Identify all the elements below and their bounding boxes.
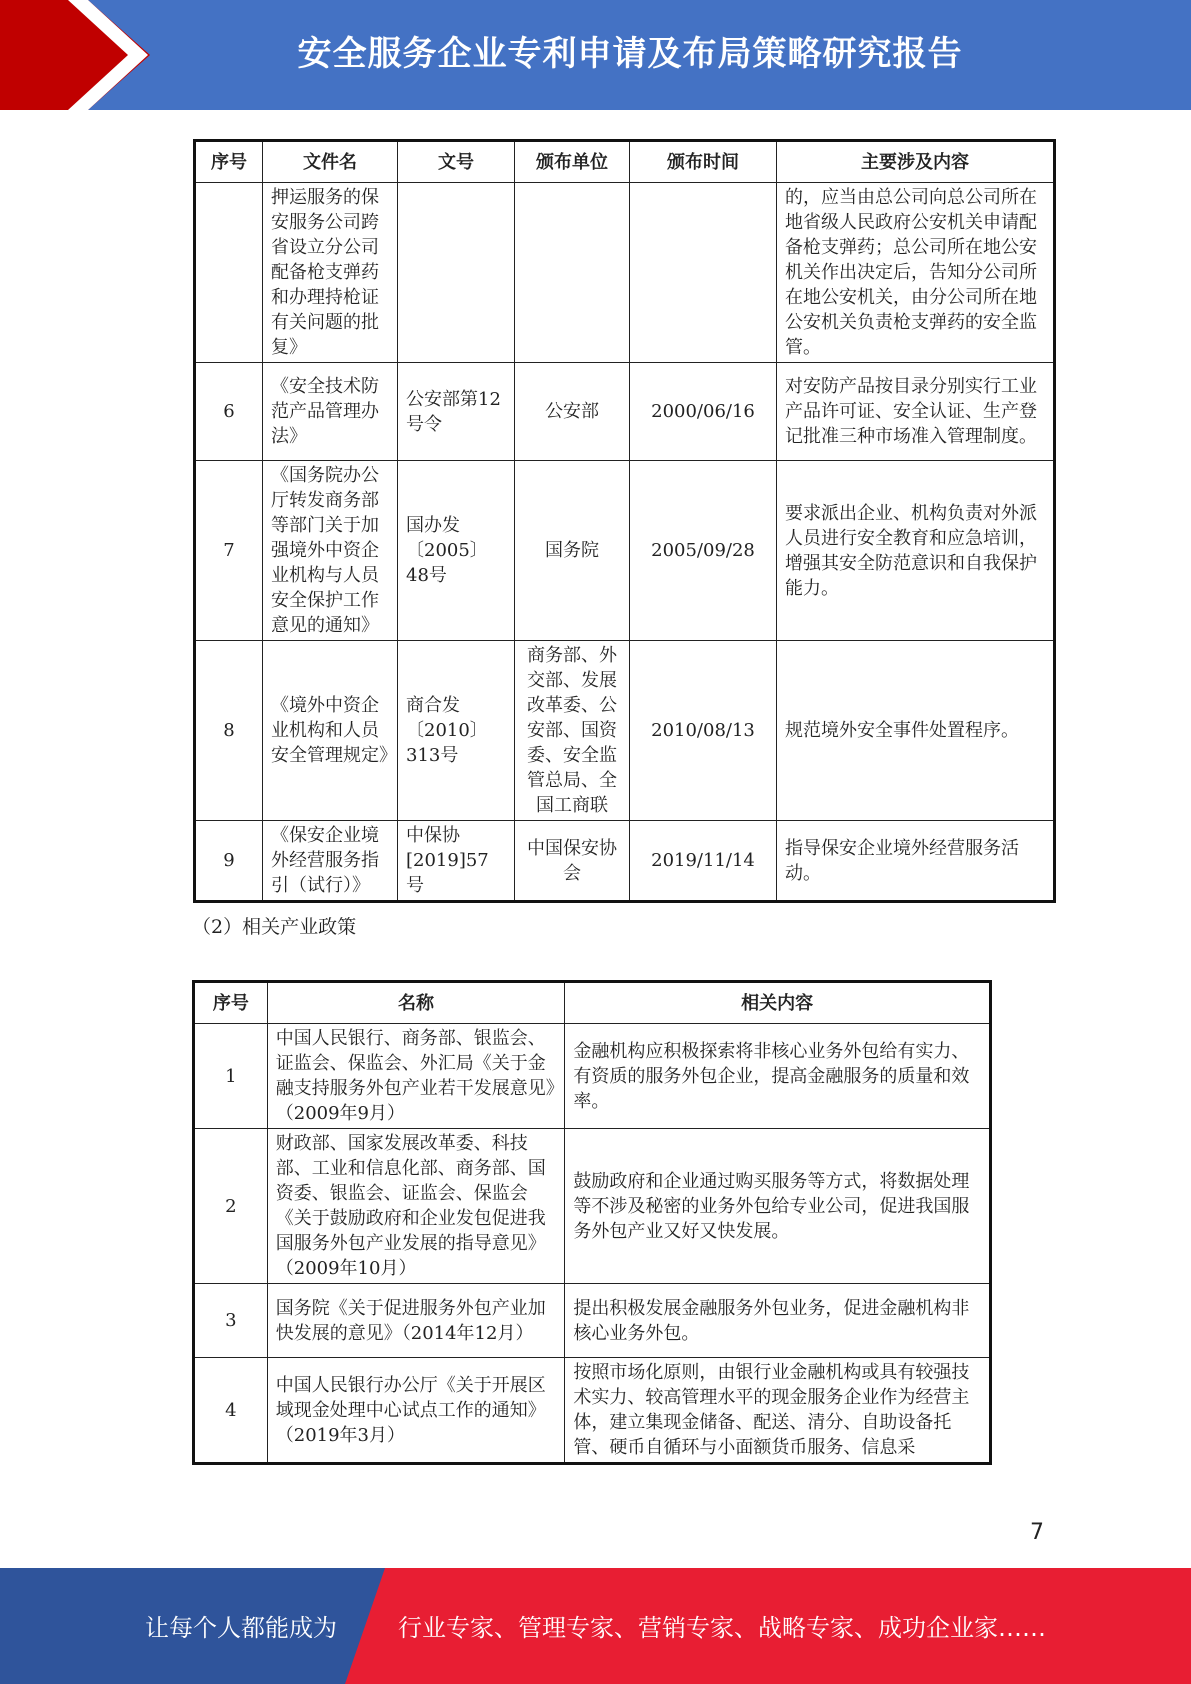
cell-content: 指导保安企业境外经营服务活动。	[777, 821, 1055, 902]
table-header-row	[194, 982, 991, 1024]
cell-date: 2019/11/14	[630, 821, 777, 902]
cell-issuer: 国务院	[515, 461, 630, 641]
cell-name: 押运服务的保安服务公司跨省设立分公司配备枪支弹药和办理持枪证有关问题的批复》	[263, 183, 398, 363]
table-row	[194, 1129, 991, 1284]
page-header	[0, 0, 1191, 110]
col-header-name: 名称	[267, 982, 565, 1024]
cell-content: 提出积极发展金融服务外包业务，促进金融机构非核心业务外包。	[565, 1284, 991, 1358]
cell-date: 2005/09/28	[630, 461, 777, 641]
table-row	[195, 363, 1055, 461]
cell-docno: 国办发〔2005〕48号	[398, 461, 515, 641]
cell-content: 金融机构应积极探索将非核心业务外包给有实力、有资质的服务外包企业，提高金融服务的质量和效率。	[565, 1024, 991, 1129]
cell-name: 中国人民银行、商务部、银监会、证监会、保监会、外汇局《关于金融支持服务外包产业若干发展意见》（2009年9月）	[267, 1024, 565, 1129]
cell-docno: 公安部第12号令	[398, 363, 515, 461]
footer-slogan-right: 行业专家、管理专家、营销专家、战略专家、成功企业家……	[398, 1614, 1046, 1642]
col-header-name: 文件名	[263, 141, 398, 183]
cell-issuer	[515, 183, 630, 363]
regulations-table	[193, 139, 1056, 903]
cell-name: 财政部、国家发展改革委、科技部、工业和信息化部、商务部、国资委、银监会、证监会、保监会《关于鼓励政府和企业发包促进我国服务外包产业发展的指导意见》（2009年10月）	[267, 1129, 565, 1284]
cell-issuer: 公安部	[515, 363, 630, 461]
col-header-content: 主要涉及内容	[777, 141, 1055, 183]
cell-content: 按照市场化原则，由银行业金融机构或具有较强技术实力、较高管理水平的现金服务企业作为经营主体，建立集现金储备、配送、清分、自助设备托管、硬币自循环与小面额货币服务、信息采	[565, 1358, 991, 1464]
cell-content: 对安防产品按目录分别实行工业产品许可证、安全认证、生产登记批准三种市场准入管理制度。	[777, 363, 1055, 461]
col-header-issuer: 颁布单位	[515, 141, 630, 183]
table-header-row	[195, 141, 1055, 183]
cell-no: 1	[194, 1024, 268, 1129]
cell-no: 2	[194, 1129, 268, 1284]
cell-docno: 中保协[2019]57号	[398, 821, 515, 902]
cell-name: 《境外中资企业机构和人员安全管理规定》	[263, 641, 398, 821]
table-row	[194, 1284, 991, 1358]
industry-policy-table	[192, 980, 992, 1465]
table-row	[195, 821, 1055, 902]
report-title: 安全服务企业专利申请及布局策略研究报告	[297, 34, 963, 74]
page-number: 7	[1030, 1520, 1044, 1545]
cell-name: 中国人民银行办公厅《关于开展区域现金处理中心试点工作的通知》（2019年3月）	[267, 1358, 565, 1464]
table-row	[194, 1358, 991, 1464]
cell-no	[195, 183, 263, 363]
cell-date: 2010/08/13	[630, 641, 777, 821]
cell-no: 6	[195, 363, 263, 461]
header-red-arrow	[0, 0, 150, 110]
footer-slogan-left: 让每个人都能成为	[145, 1614, 337, 1642]
cell-no: 9	[195, 821, 263, 902]
cell-content: 鼓励政府和企业通过购买服务等方式，将数据处理等不涉及秘密的业务外包给专业公司，促进我国服务外包产业又好又快发展。	[565, 1129, 991, 1284]
col-header-no: 序号	[195, 141, 263, 183]
table-row	[195, 461, 1055, 641]
col-header-no: 序号	[194, 982, 268, 1024]
table-row	[195, 641, 1055, 821]
cell-content: 要求派出企业、机构负责对外派人员进行安全教育和应急培训，增强其安全防范意识和自我保护能力。	[777, 461, 1055, 641]
table-row	[195, 183, 1055, 363]
table-row	[194, 1024, 991, 1129]
col-header-docno: 文号	[398, 141, 515, 183]
cell-name: 国务院《关于促进服务外包产业加快发展的意见》（2014年12月）	[267, 1284, 565, 1358]
cell-name: 《保安企业境外经营服务指引（试行）》	[263, 821, 398, 902]
cell-date: 2000/06/16	[630, 363, 777, 461]
cell-no: 7	[195, 461, 263, 641]
cell-name: 《国务院办公厅转发商务部等部门关于加强境外中资企业机构与人员安全保护工作意见的通知》	[263, 461, 398, 641]
col-header-content: 相关内容	[565, 982, 991, 1024]
cell-no: 3	[194, 1284, 268, 1358]
cell-date	[630, 183, 777, 363]
cell-docno	[398, 183, 515, 363]
cell-content: 规范境外安全事件处置程序。	[777, 641, 1055, 821]
cell-issuer: 商务部、外交部、发展改革委、公安部、国资委、安全监管总局、全国工商联	[515, 641, 630, 821]
section-label: （2）相关产业政策	[192, 916, 357, 938]
page-footer	[0, 1568, 1191, 1684]
cell-name: 《安全技术防范产品管理办法》	[263, 363, 398, 461]
cell-docno: 商合发〔2010〕313号	[398, 641, 515, 821]
cell-no: 8	[195, 641, 263, 821]
cell-no: 4	[194, 1358, 268, 1464]
cell-issuer: 中国保安协会	[515, 821, 630, 902]
cell-content: 的，应当由总公司向总公司所在地省级人民政府公安机关申请配备枪支弹药；总公司所在地公安机关作出决定后，告知分公司所在地公安机关，由分公司所在地公安机关负责枪支弹药的安全监管。	[777, 183, 1055, 363]
col-header-date: 颁布时间	[630, 141, 777, 183]
